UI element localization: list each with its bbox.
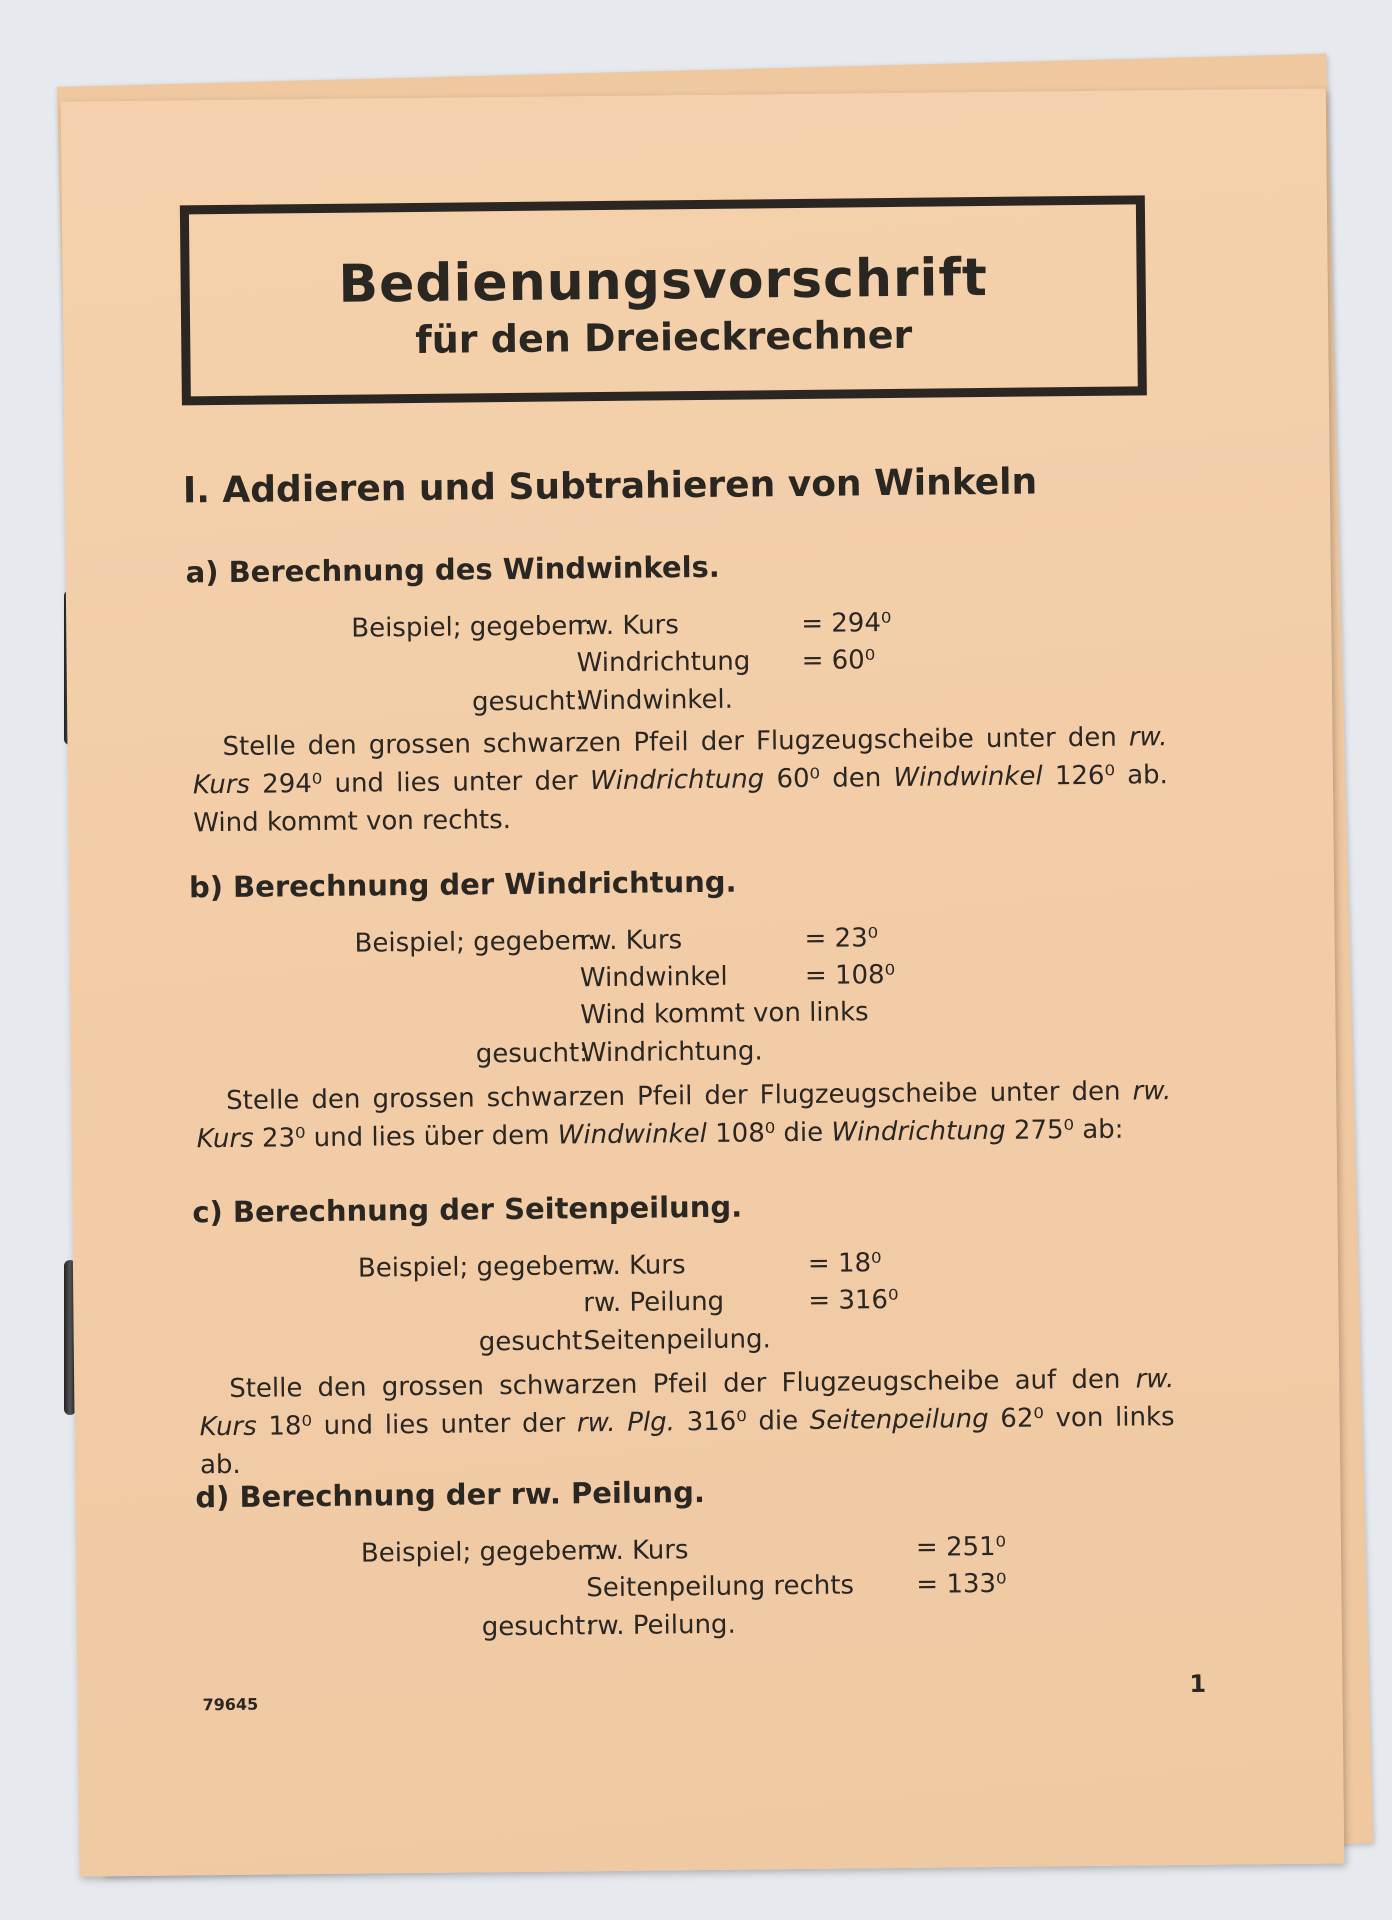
d-row1-label: rw. Kurs [585, 1535, 689, 1567]
d-sought-label: gesucht: [481, 1611, 595, 1643]
c-sought-label: gesucht: [478, 1326, 592, 1358]
b-sought-value: Windrichtung. [580, 1036, 763, 1069]
a-row1-label: rw. Kurs [576, 610, 679, 642]
b-row2-value: = 108⁰ [804, 959, 896, 991]
b-row3-label: Wind kommt von links [580, 997, 869, 1031]
document-page [61, 88, 1345, 1876]
subsection-b-heading: b) Berechnung der Windrichtung. [188, 864, 737, 905]
a-sought-value: Windwinkel. [576, 684, 734, 717]
d-row2-label: Seitenpeilung rechts [586, 1570, 855, 1604]
subsection-a-heading: a) Berechnung des Windwinkels. [185, 549, 721, 590]
section-heading: I. Addieren und Subtrahieren von Winkeln [182, 461, 1038, 512]
title-box [180, 195, 1147, 405]
page-subtitle: für den Dreieckrechner [414, 312, 913, 362]
subsection-d-heading: d) Berechnung der rw. Peilung. [195, 1475, 706, 1515]
page-title: Bedienungsvorschrift [338, 247, 989, 315]
b-row1-value: = 23⁰ [804, 923, 879, 954]
page-number: 1 [1189, 1669, 1207, 1698]
a-row1-value: = 294⁰ [801, 608, 892, 639]
a-row2-value: = 60⁰ [801, 645, 876, 676]
d-sought-value: rw. Peilung. [586, 1609, 736, 1642]
b-row1-label: rw. Kurs [579, 925, 683, 957]
b-given-label: Beispiel; gegeben: [354, 926, 597, 959]
b-sought-label: gesucht: [475, 1038, 589, 1070]
c-row2-value: = 316⁰ [808, 1284, 899, 1316]
b-instruction: Stelle den grossen schwarzen Pfeil der Flugzeugscheibe unter den rw. Kurs 23⁰ und lies über dem Windwinkel 108⁰ die Windrichtung 275⁰ ab: [196, 1076, 1172, 1155]
b-row2-label: Windwinkel [579, 961, 728, 994]
c-row1-value: = 18⁰ [807, 1248, 882, 1279]
d-row2-value: = 133⁰ [916, 1568, 1007, 1600]
c-given-label: Beispiel; gegeben: [357, 1251, 600, 1284]
a-given-label: Beispiel; gegeben: [351, 611, 593, 644]
c-instruction: Stelle den grossen schwarzen Pfeil der Flugzeugscheibe auf den rw. Kurs 18⁰ und lies unter der rw. Plg. 316⁰ die Seitenpeilung 62⁰ von links ab. [199, 1364, 1175, 1481]
subsection-c-heading: c) Berechnung der Seitenpeilung. [192, 1189, 743, 1230]
a-instruction: Stelle den grossen schwarzen Pfeil der Flugzeugscheibe unter den rw. Kurs 294⁰ und lies unter der Windrichtung 60⁰ den Windwinkel 126⁰ ab. Wind kommt von rechts. [192, 722, 1169, 839]
d-row1-value: = 251⁰ [915, 1531, 1007, 1563]
footer-code: 79645 [202, 1694, 259, 1715]
c-row1-label: rw. Kurs [582, 1250, 686, 1282]
c-row2-label: rw. Peilung [583, 1286, 725, 1319]
a-sought-label: gesucht: [471, 686, 585, 718]
c-sought-value: Seitenpeilung. [583, 1324, 771, 1357]
a-row2-label: Windrichtung [576, 646, 751, 679]
d-given-label: Beispiel; gegeben: [360, 1536, 603, 1569]
